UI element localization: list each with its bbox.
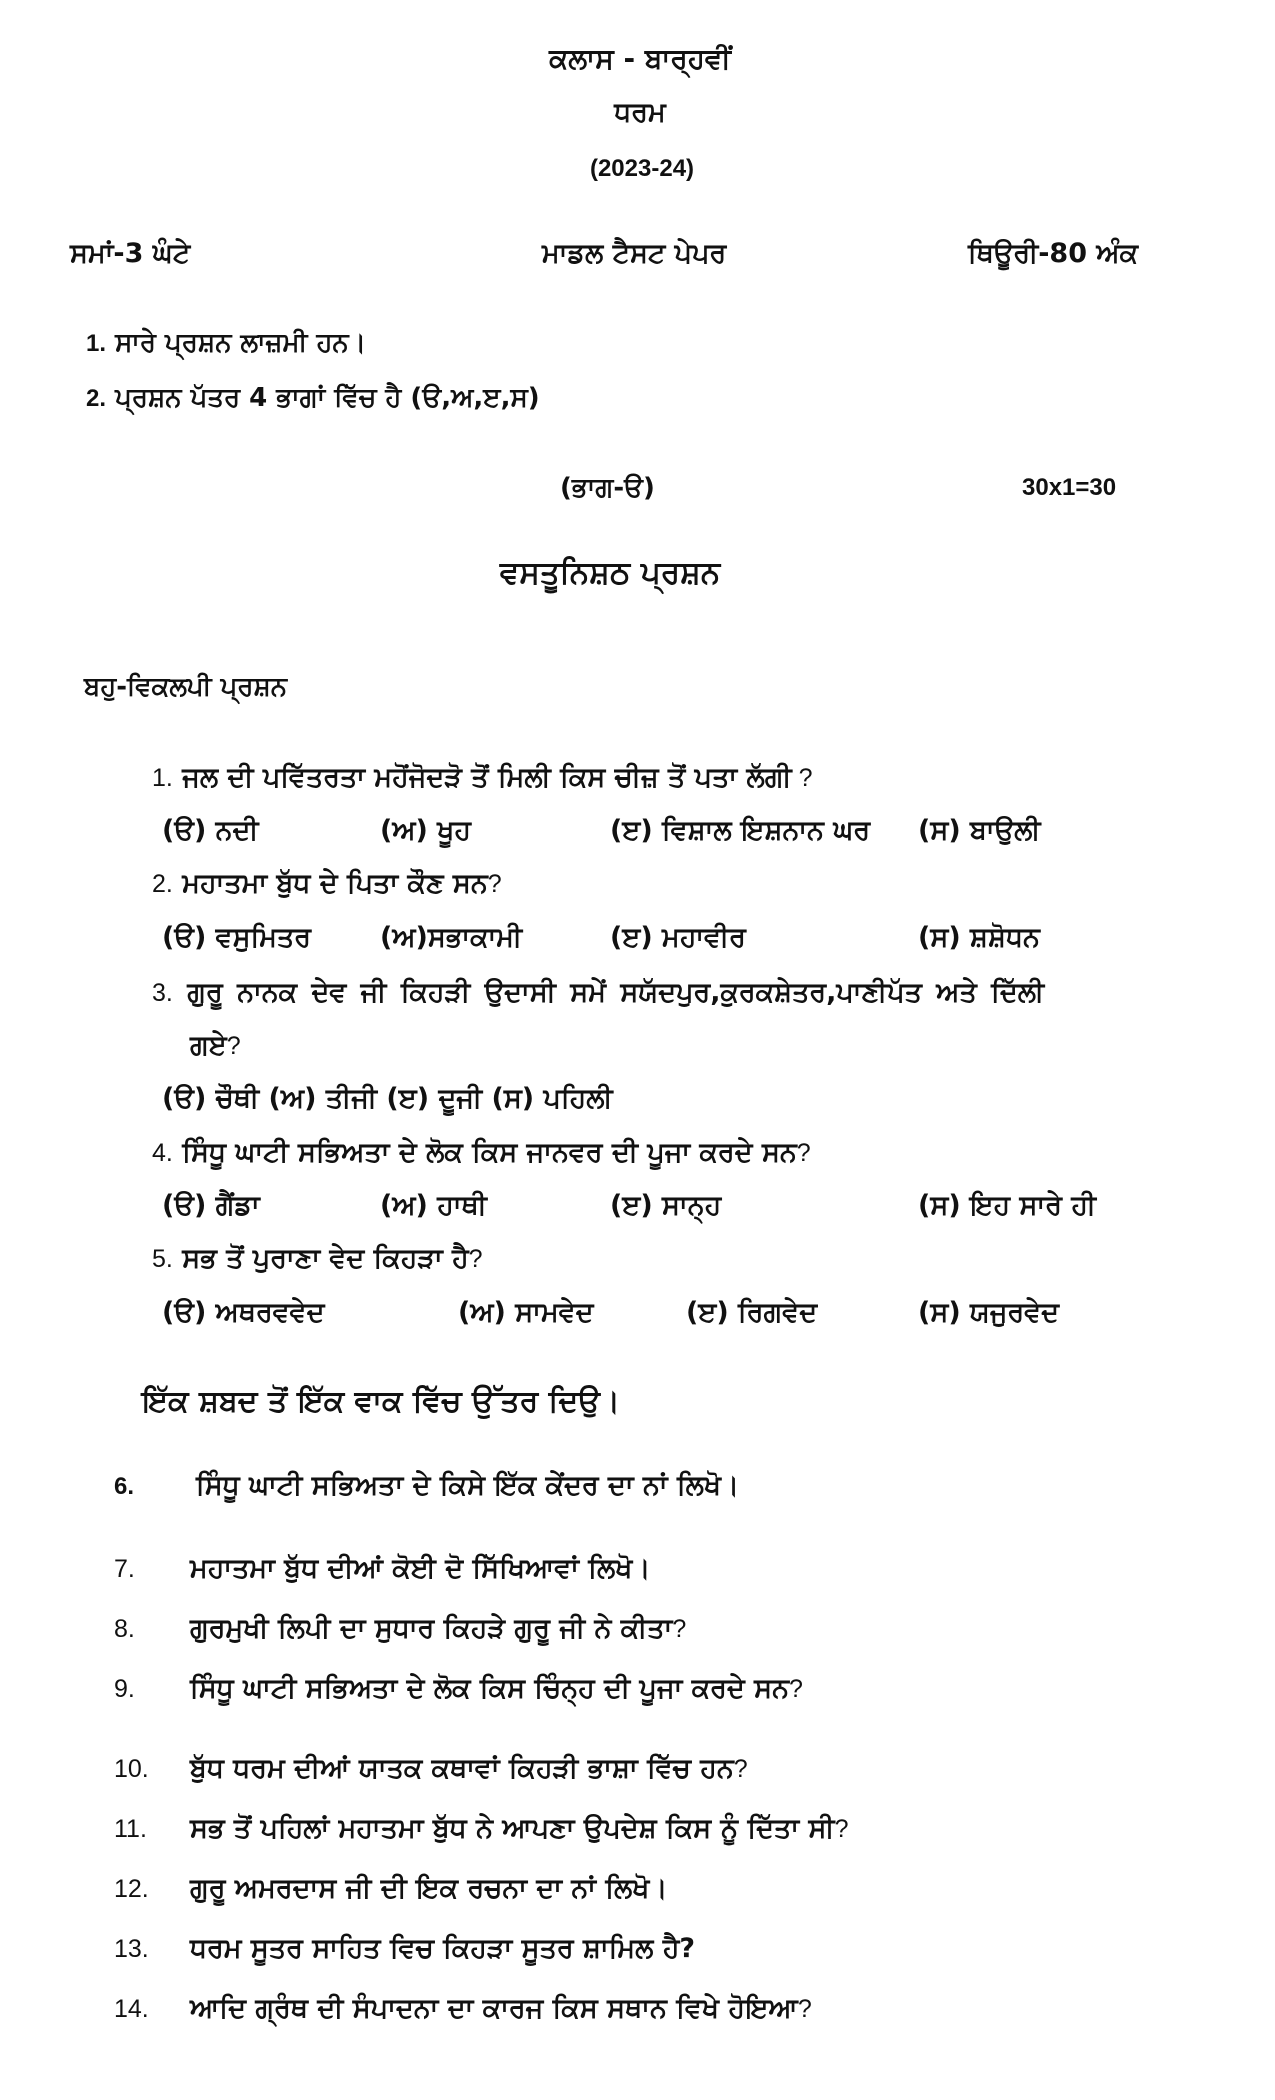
instruction-item xyxy=(86,328,366,359)
mcq-option: (ੳ) ਗੈਂਡਾ xyxy=(162,1190,260,1221)
total-marks: ਥਿਊਰੀ-80 ਅੰਕ xyxy=(968,238,1139,269)
instruction-number: 2. xyxy=(86,385,107,412)
mcq-heading: ਬਹੁ-ਵਿਕਲਪੀ ਪ੍ਰਸ਼ਨ xyxy=(84,672,288,702)
question-text: ਮਹਾਤਮਾ ਬੁੱਧ ਦੀਆਂ ਕੋਈ ਦੋ ਸਿੱਖਿਆਵਾਂ ਲਿਖੋ। xyxy=(190,1553,651,1584)
instruction-item xyxy=(86,383,540,414)
short-question xyxy=(114,1613,686,1645)
mcq-option: (ਸ) ਇਹ ਸਾਰੇ ਹੀ xyxy=(918,1190,1097,1221)
section-marks: 30x1=30 xyxy=(1022,474,1117,501)
mcq-option: (ਅ)ਸਭਾਕਾਮੀ xyxy=(380,922,523,953)
mcq-question xyxy=(152,1243,483,1275)
paper-type: ਮਾਡਲ ਟੈਸਟ ਪੇਪਰ xyxy=(542,238,727,269)
mcq-option: (ੲ) ਵਿਸ਼ਾਲ ਇਸ਼ਨਾਨ ਘਰ xyxy=(610,815,871,846)
short-question xyxy=(114,1873,668,1905)
mcq-option: (ੳ) ਨਦੀ xyxy=(162,815,259,846)
question-number: 14. xyxy=(114,1995,149,2023)
mcq-option: (ਅ) ਹਾਥੀ xyxy=(380,1190,487,1221)
mcq-option: (ੲ) ਰਿਗਵੇਦ xyxy=(686,1297,818,1328)
question-text: ਸਭ ਤੋਂ ਪੁਰਾਣਾ ਵੇਦ ਕਿਹੜਾ ਹੈ xyxy=(182,1243,469,1274)
short-question xyxy=(114,1673,803,1705)
instruction-text: ਪ੍ਰਸ਼ਨ ਪੱਤਰ 4 ਭਾਗਾਂ ਵਿੱਚ ਹੈ (ੳ,ਅ,ੲ,ਸ) xyxy=(115,383,540,413)
mcq-option: (ਅ) ਖੂਹ xyxy=(380,815,471,846)
mcq-option: (ਸ) ਸ਼ਸ਼ੋਧਨ xyxy=(918,922,1040,953)
question-mark: ? xyxy=(791,764,813,792)
mcq-question xyxy=(152,868,502,900)
short-question xyxy=(114,1753,748,1785)
mcq-option: (ਸ) ਯਜੁਰਵੇਦ xyxy=(918,1297,1060,1328)
mcq-option: (ੲ) ਸਾਨ੍ਹ xyxy=(610,1190,722,1221)
question-mark: ? xyxy=(796,1139,811,1167)
mcq-option: (ੲ) ਮਹਾਵੀਰ xyxy=(610,922,746,953)
question-number: 9. xyxy=(114,1675,135,1703)
question-text: ਸਭ ਤੋਂ ਪਹਿਲਾਂ ਮਹਾਤਮਾ ਬੁੱਧ ਨੇ ਆਪਣਾ ਉਪਦੇਸ਼ ਕਿਸ ਨੂੰ ਦਿੱਤਾ ਸੀ xyxy=(190,1813,835,1844)
question-mark: ? xyxy=(226,1032,241,1060)
question-mark: ? xyxy=(672,1615,687,1643)
question-mark: ? xyxy=(789,1675,803,1703)
section-title: ਵਸਤੂਨਿਸ਼ਠ ਪ੍ਰਸ਼ਨ xyxy=(499,555,721,591)
mcq-option: (ਅ) ਸਾਮਵੇਦ xyxy=(458,1297,594,1328)
question-number: 4. xyxy=(152,1139,173,1167)
mcq-option: (ੳ) ਚੌਥੀ (ਅ) ਤੀਜੀ (ੲ) ਦੂਜੀ (ਸ) ਪਹਿਲੀ xyxy=(162,1083,613,1114)
mcq-option: (ੳ) ਅਥਰਵਵੇਦ xyxy=(162,1297,325,1328)
mcq-question xyxy=(152,1137,811,1169)
question-number: 12. xyxy=(114,1875,149,1903)
instruction-number: 1. xyxy=(86,330,107,357)
mcq-question-continued xyxy=(190,1030,241,1062)
question-text: ਸਿੰਧੂ ਘਾਟੀ ਸਭਿਅਤਾ ਦੇ ਲੋਕ ਕਿਸ ਚਿੰਨ੍ਹ ਦੀ ਪੂਜਾ ਕਰਦੇ ਸਨ xyxy=(190,1673,790,1704)
question-number: 10. xyxy=(114,1755,149,1783)
subject-title: ਧਰਮ xyxy=(614,97,666,128)
question-number: 5. xyxy=(152,1245,173,1273)
instruction-text: ਸਾਰੇ ਪ੍ਰਸ਼ਨ ਲਾਜ਼ਮੀ ਹਨ। xyxy=(115,328,367,358)
question-number: 1. xyxy=(152,764,173,792)
question-number: 8. xyxy=(114,1615,135,1643)
section-name: (ਭਾਗ-ੳ) xyxy=(560,473,655,503)
question-text: ਜਲ ਦੀ ਪਵਿੱਤਰਤਾ ਮਹੋਂਜੋਦੜੋ ਤੋਂ ਮਿਲੀ ਕਿਸ ਚੀਜ਼ ਤੋਂ ਪਤਾ ਲੱਗੀ xyxy=(182,762,792,793)
question-text: ਧਰਮ ਸੂਤਰ ਸਾਹਿਤ ਵਿਚ ਕਿਹੜਾ ਸੂਤਰ ਸ਼ਾਮਿਲ ਹੈ? xyxy=(190,1933,696,1964)
question-mark: ? xyxy=(487,870,502,898)
short-question xyxy=(114,1470,739,1502)
question-text: ਮਹਾਤਮਾ ਬੁੱਧ ਦੇ ਪਿਤਾ ਕੌਣ ਸਨ xyxy=(182,868,488,899)
short-question xyxy=(114,1553,651,1585)
mcq-option: (ੳ) ਵਸੁਮਿਤਰ xyxy=(162,922,312,953)
short-question xyxy=(114,1933,695,1965)
short-question xyxy=(114,1993,812,2025)
question-text: ਸਿੰਧੂ ਘਾਟੀ ਸਭਿਅਤਾ ਦੇ ਕਿਸੇ ਇੱਕ ਕੇਂਦਰ ਦਾ ਨਾਂ ਲਿਖੋ। xyxy=(196,1470,740,1501)
question-text: ਗੁਰਮੁਖੀ ਲਿਪੀ ਦਾ ਸੁਧਾਰ ਕਿਹੜੇ ਗੁਰੂ ਜੀ ਨੇ ਕੀਤਾ xyxy=(190,1613,673,1644)
mcq-question xyxy=(152,977,1044,1009)
question-text: ਗੁਰੂ ਨਾਨਕ ਦੇਵ ਜੀ ਕਿਹੜੀ ਉਦਾਸੀ ਸਮੇਂ ਸਯੱਦਪੁਰ,ਕੁਰਕਸ਼ੇਤਰ,ਪਾਣੀਪੱਤ ਅਤੇ ਦਿੱਲੀ xyxy=(187,977,1045,1008)
question-number: 6. xyxy=(114,1473,135,1500)
mcq-option: (ਸ) ਬਾਉਲੀ xyxy=(918,815,1041,846)
question-mark: ? xyxy=(468,1245,483,1273)
class-line: ਕਲਾਸ - ਬਾਰ੍ਹਵੀਂ xyxy=(549,42,731,75)
question-number: 11. xyxy=(114,1815,147,1843)
question-text: ਬੁੱਧ ਧਰਮ ਦੀਆਂ ਯਾਤਕ ਕਥਾਵਾਂ ਕਿਹੜੀ ਭਾਸ਼ਾ ਵਿੱਚ ਹਨ xyxy=(190,1753,734,1784)
short-question xyxy=(114,1813,848,1845)
session-year: (2023-24) xyxy=(589,155,695,182)
mcq-question xyxy=(152,762,813,794)
question-number: 3. xyxy=(152,979,173,1007)
short-answer-heading: ਇੱਕ ਸ਼ਬਦ ਤੋਂ ਇੱਕ ਵਾਕ ਵਿੱਚ ਉੱਤਰ ਦਿਉ। xyxy=(142,1384,621,1419)
question-number: 7. xyxy=(114,1555,135,1583)
question-number: 2. xyxy=(152,870,173,898)
question-number: 13. xyxy=(114,1935,149,1963)
question-text: ਆਦਿ ਗ੍ਰੰਥ ਦੀ ਸੰਪਾਦਨਾ ਦਾ ਕਾਰਜ ਕਿਸ ਸਥਾਨ ਵਿਖੇ ਹੋਇਆ xyxy=(190,1993,798,2024)
question-mark: ? xyxy=(733,1755,748,1783)
question-text: ਗੁਰੂ ਅਮਰਦਾਸ ਜੀ ਦੀ ਇਕ ਰਚਨਾ ਦਾ ਨਾਂ ਲਿਖੋ। xyxy=(190,1873,668,1904)
question-text: ਸਿੰਧੂ ਘਾਟੀ ਸਭਿਅਤਾ ਦੇ ਲੋਕ ਕਿਸ ਜਾਨਵਰ ਦੀ ਪੂਜਾ ਕਰਦੇ ਸਨ xyxy=(182,1137,797,1168)
question-text: ਗਏ xyxy=(190,1030,227,1061)
question-mark: ? xyxy=(834,1815,849,1843)
question-mark: ? xyxy=(797,1995,812,2023)
time-allowed: ਸਮਾਂ-3 ਘੰਟੇ xyxy=(70,238,191,269)
